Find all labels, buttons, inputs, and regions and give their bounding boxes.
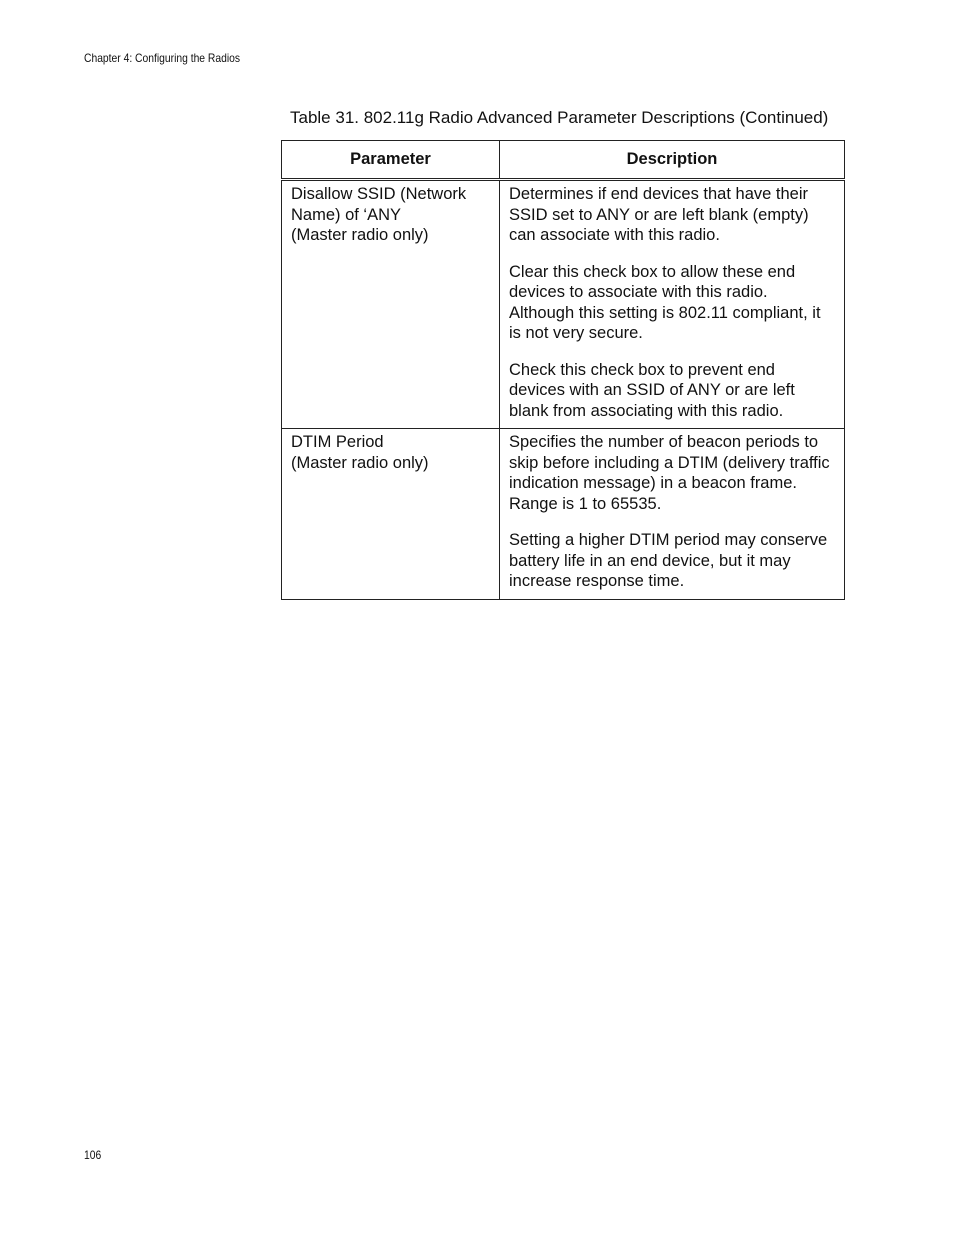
column-header-parameter: Parameter [282, 141, 500, 180]
parameter-name: DTIM Period [291, 433, 384, 451]
column-header-description: Description [500, 141, 845, 180]
running-header: Chapter 4: Configuring the Radios [84, 51, 241, 65]
parameter-note: (Master radio only) [291, 453, 429, 472]
parameter-cell [282, 429, 500, 600]
description-cell [500, 180, 845, 429]
description-paragraph: Setting a higher DTIM period may conserve battery life in an end device, but it may increase response time. [509, 531, 828, 590]
table-row [282, 180, 845, 429]
parameter-note: (Master radio only) [291, 226, 429, 244]
table-row [282, 429, 845, 600]
parameter-cell [282, 180, 500, 429]
table-caption: Table 31. 802.11g Radio Advanced Parameter Descriptions (Continued) [290, 108, 829, 127]
description-paragraph: Determines if end devices that have their SSID set to ANY or are left blank (empty) can associate with this radio. [509, 185, 809, 244]
page-number: 106 [84, 1148, 102, 1162]
table-header-row [282, 141, 845, 180]
description-paragraph: Check this check box to prevent end devices with an SSID of ANY or are left blank from associating with this radio. [509, 360, 795, 420]
parameter-table [281, 140, 845, 600]
parameter-name: Disallow SSID (Network Name) of ‘ANY [291, 185, 467, 224]
description-cell [500, 429, 845, 600]
description-paragraph: Clear this check box to allow these end devices to associate with this radio. Although this setting is 802.11 compliant, it is not very secure. [509, 262, 821, 342]
description-paragraph: Specifies the number of beacon periods to skip before including a DTIM (delivery traffic indication message) in a beacon frame. Range is 1 to 65535. [509, 433, 830, 513]
